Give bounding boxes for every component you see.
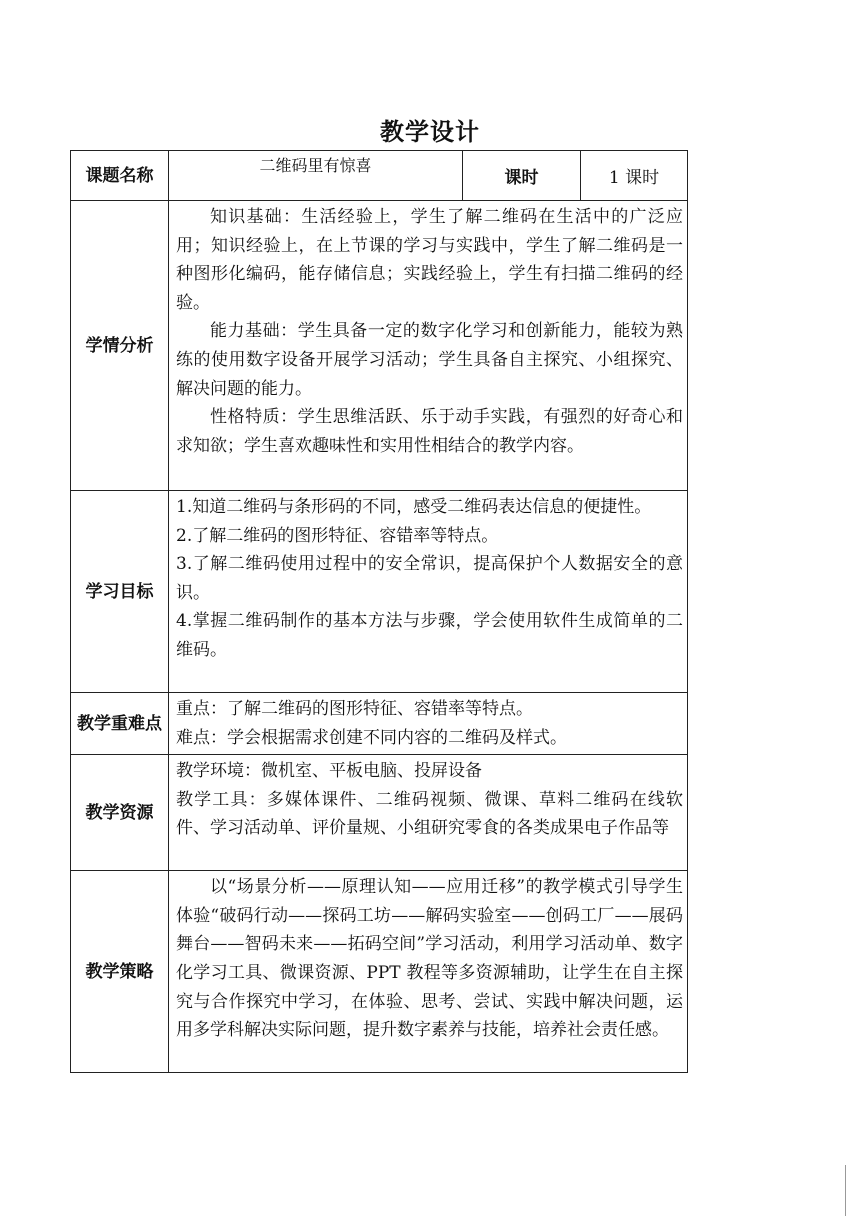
keypoint-item: 难点：学会根据需求创建不同内容的二维码及样式。 [176,727,567,748]
analysis-label: 学情分析 [71,201,169,491]
resource-item: 教学环境：微机室、平板电脑、投屏设备 [176,761,482,782]
goal-item: 1.知道二维码与条形码的不同，感受二维码表达信息的便捷性。 [176,497,652,517]
goal-item: 2.了解二维码的图形特征、容错率等特点。 [176,525,499,546]
topic-row [71,151,688,201]
goal-item: 4.掌握二维码制作的基本方法与步骤，学会使用软件生成简单的二维码。 [176,611,683,660]
hours-value: 1 课时 [581,151,688,201]
hours-label: 课时 [463,151,581,201]
keypoints-row [71,693,688,755]
page-edge-line [845,1165,846,1216]
goals-label: 学习目标 [71,491,169,693]
strategy-content [169,871,688,1073]
resources-label: 教学资源 [71,755,169,871]
strategy-text: 以“场景分析——原理认知——应用迁移”的教学模式引导学生体验“破码行动——探码工坊——解码实验室——创码工厂——展码舞台——智码未来——拓码空间”学习活动，利用学习活动单、数字化学习工具、微课资源、PPT 教程等多资源辅助，让学生在自主探究与合作探究中学习，在体验、思考、尝试、实践中解决问题，运用多学科解决实际问题，提升数字素养与技能，培养社会责任感。 [176,877,683,1041]
topic-label: 课题名称 [71,151,169,201]
keypoint-item: 重点：了解二维码的图形特征、容错率等特点。 [176,699,533,719]
analysis-paragraph: 性格特质：学生思维活跃、乐于动手实践，有强烈的好奇心和求知欲；学生喜欢趣味性和实用性相结合的教学内容。 [176,407,683,456]
analysis-paragraph: 知识基础：生活经验上，学生了解二维码在生活中的广泛应用；知识经验上，在上节课的学习与实践中，学生了解二维码是一种图形化编码，能存储信息；实践经验上，学生有扫描二维码的经验。 [176,207,683,313]
analysis-paragraph: 能力基础：学生具备一定的数字化学习和创新能力，能较为熟练的使用数字设备开展学习活动；学生具备自主探究、小组探究、解决问题的能力。 [176,321,683,399]
analysis-content [169,201,688,491]
goal-item: 3.了解二维码使用过程中的安全常识，提高保护个人数据安全的意识。 [176,554,683,603]
document-title: 教学设计 [380,118,480,146]
topic-value: 二维码里有惊喜 [169,151,463,201]
keypoints-content [169,693,688,755]
analysis-row [71,201,688,491]
goals-row [71,491,688,693]
resource-item: 教学工具：多媒体课件、二维码视频、微课、草料二维码在线软件、学习活动单、评价量规、小组研究零食的各类成果电子作品等 [176,789,683,839]
keypoints-label: 教学重难点 [71,693,169,755]
resources-content [169,755,688,871]
goals-content [169,491,688,693]
strategy-row [71,871,688,1073]
strategy-label: 教学策略 [71,871,169,1073]
lesson-design-table [70,150,688,1073]
resources-row [71,755,688,871]
